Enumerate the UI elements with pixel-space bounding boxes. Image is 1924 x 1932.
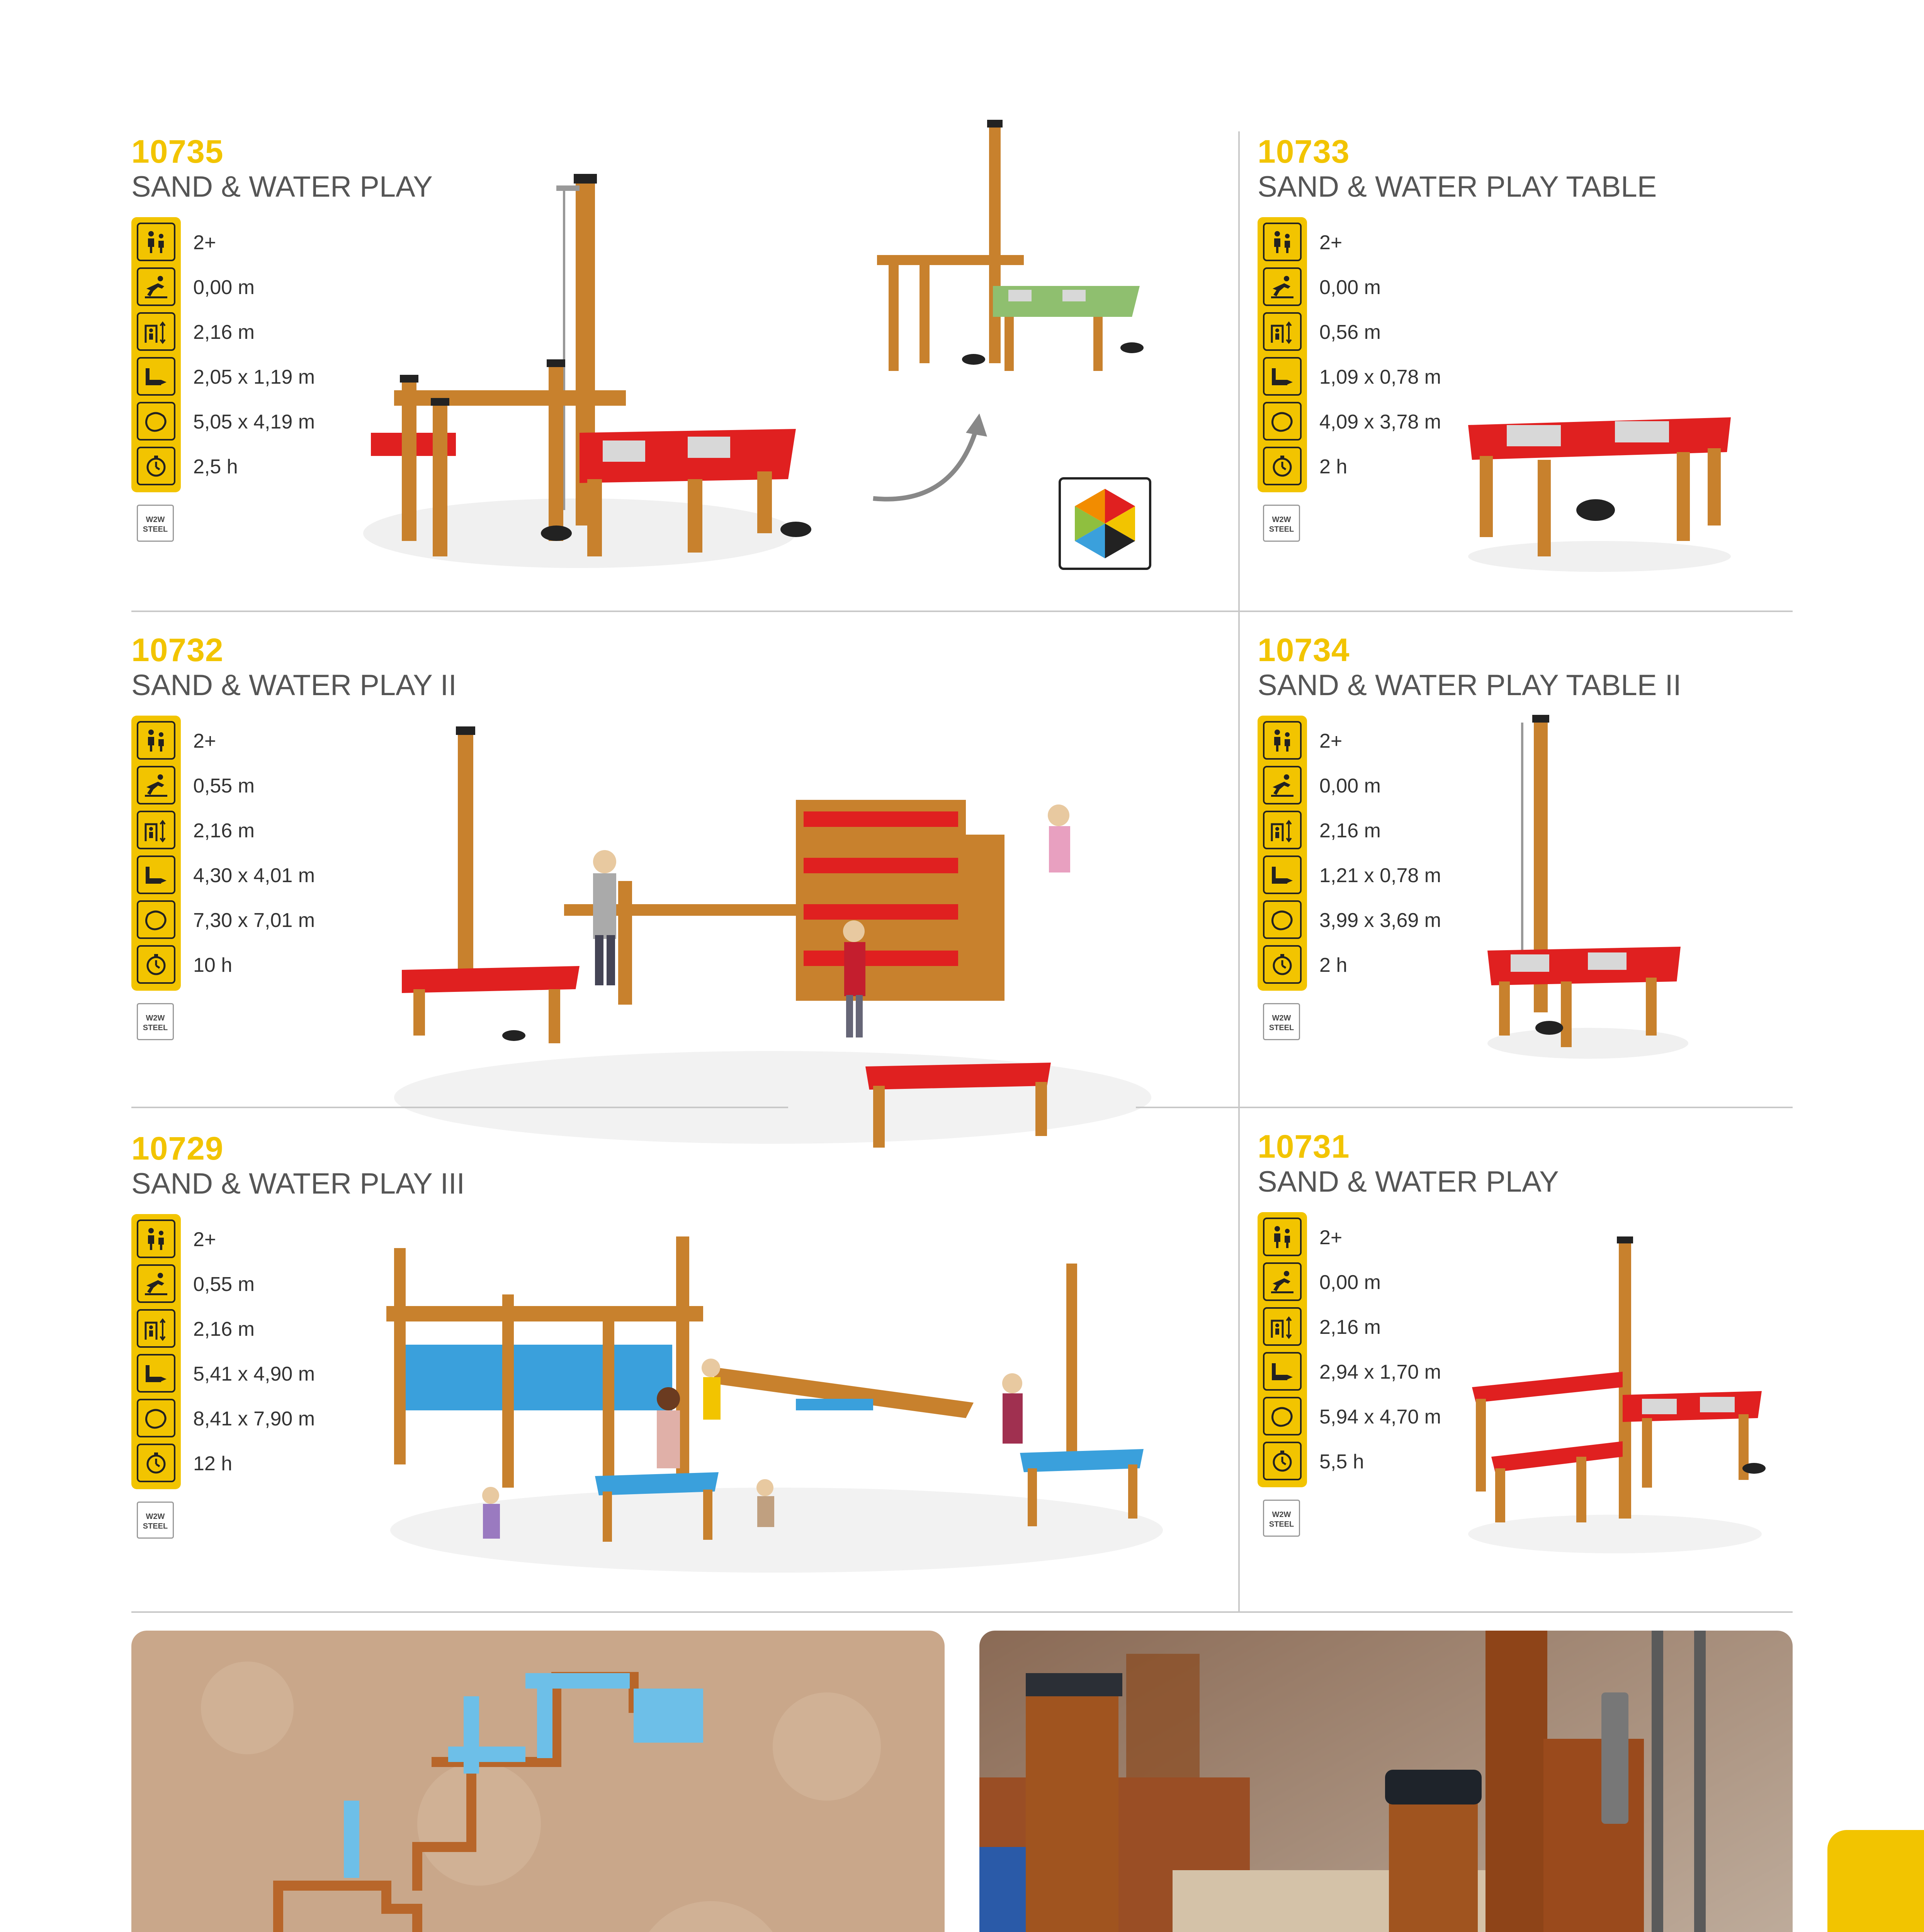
product-10733-image [1460, 394, 1739, 572]
spec-install-time: 12 h [193, 1452, 233, 1475]
install-time-icon [1263, 447, 1302, 485]
dimensions-icon [1263, 357, 1302, 396]
fall-height-icon [1263, 267, 1302, 306]
install-time-icon [137, 945, 175, 984]
dimensions-icon [1263, 1352, 1302, 1391]
safety-zone-icon [1263, 900, 1302, 939]
product-10735-variant-image [862, 116, 1155, 379]
install-time-icon [137, 447, 175, 485]
safety-zone-icon [1263, 1397, 1302, 1435]
product-10729-image [371, 1236, 1182, 1577]
spec-safety-zone: 8,41 x 7,90 m [193, 1408, 315, 1430]
fall-height-icon [137, 766, 175, 804]
spec-install-time: 2 h [1319, 456, 1348, 478]
height-icon [1263, 811, 1302, 849]
spec-age: 2+ [1319, 231, 1343, 254]
height-icon [137, 811, 175, 849]
safety-zone-icon [137, 900, 175, 939]
spec-safety-zone: 5,94 x 4,70 m [1319, 1406, 1441, 1428]
spec-fall-height: 0,55 m [193, 1273, 255, 1296]
dimensions-icon [137, 1354, 175, 1393]
product-name: SAND & WATER PLAY TABLE II [1258, 669, 1681, 702]
product-code: 10729 [131, 1130, 224, 1167]
height-icon [137, 312, 175, 351]
spec-dimensions: 1,09 x 0,78 m [1319, 366, 1441, 388]
product-name: SAND & WATER PLAY [131, 170, 433, 203]
safety-zone-icon [137, 1399, 175, 1437]
spec-install-time: 10 h [193, 954, 233, 976]
spec-height: 2,16 m [193, 1318, 255, 1340]
section-side-tab [1827, 1830, 1924, 1932]
divider [1136, 1107, 1793, 1108]
product-code: 10731 [1258, 1128, 1350, 1165]
spec-safety-zone: 3,99 x 3,69 m [1319, 909, 1441, 932]
spec-install-time: 2,5 h [193, 456, 238, 478]
detail-wood-post-photo [979, 1631, 1793, 1932]
safety-zone-icon [1263, 402, 1302, 440]
spec-age: 2+ [193, 1228, 216, 1251]
height-icon [1263, 1307, 1302, 1346]
spec-dimensions: 4,30 x 4,01 m [193, 864, 315, 887]
spec-dimensions: 5,41 x 4,90 m [193, 1363, 315, 1385]
install-time-icon [1263, 1442, 1302, 1480]
age-icon [137, 223, 175, 261]
spec-fall-height: 0,55 m [193, 775, 255, 797]
divider [131, 611, 1793, 612]
spec-height: 2,16 m [1319, 1316, 1381, 1338]
w2w-steel-badge: W2W STEEL [1263, 1003, 1300, 1040]
product-10731-image [1460, 1233, 1769, 1557]
divider [131, 1611, 1793, 1613]
install-time-icon [1263, 945, 1302, 984]
dimensions-icon [1263, 855, 1302, 894]
spec-fall-height: 0,00 m [1319, 1271, 1381, 1294]
w2w-steel-badge: W2W STEEL [137, 1502, 174, 1539]
spec-safety-zone: 7,30 x 7,01 m [193, 909, 315, 932]
product-code: 10735 [131, 133, 224, 170]
spec-fall-height: 0,00 m [1319, 775, 1381, 797]
spec-height: 2,16 m [193, 321, 255, 344]
w2w-steel-badge: W2W STEEL [137, 1003, 174, 1040]
color-options-icon [1059, 477, 1151, 570]
age-icon [137, 1219, 175, 1258]
spec-fall-height: 0,00 m [193, 276, 255, 299]
height-icon [137, 1309, 175, 1348]
age-icon [1263, 223, 1302, 261]
fall-height-icon [137, 267, 175, 306]
age-icon [1263, 1218, 1302, 1256]
dimensions-icon [137, 855, 175, 894]
age-icon [137, 721, 175, 760]
spec-height: 0,56 m [1319, 321, 1381, 344]
column-divider [1238, 131, 1240, 1611]
spec-install-time: 5,5 h [1319, 1451, 1364, 1473]
spec-dimensions: 1,21 x 0,78 m [1319, 864, 1441, 887]
product-10732-image [386, 719, 1178, 1159]
w2w-steel-badge: W2W STEEL [137, 505, 174, 542]
product-name: SAND & WATER PLAY TABLE [1258, 170, 1657, 203]
safety-zone-icon [137, 402, 175, 440]
variant-arrow-icon [869, 410, 993, 510]
w2w-steel-badge: W2W STEEL [1263, 505, 1300, 542]
spec-height: 2,16 m [193, 820, 255, 842]
height-icon [1263, 312, 1302, 351]
install-time-icon [137, 1444, 175, 1482]
product-name: SAND & WATER PLAY [1258, 1165, 1559, 1198]
product-code: 10732 [131, 632, 224, 668]
aerial-sandbox-photo [131, 1631, 945, 1932]
fall-height-icon [137, 1264, 175, 1303]
product-name: SAND & WATER PLAY II [131, 669, 457, 702]
w2w-steel-badge: W2W STEEL [1263, 1500, 1300, 1537]
spec-age: 2+ [1319, 730, 1343, 752]
spec-age: 2+ [193, 730, 216, 752]
spec-dimensions: 2,05 x 1,19 m [193, 366, 315, 388]
spec-install-time: 2 h [1319, 954, 1348, 976]
divider [131, 1107, 788, 1108]
spec-height: 2,16 m [1319, 820, 1381, 842]
spec-dimensions: 2,94 x 1,70 m [1319, 1361, 1441, 1383]
fall-height-icon [1263, 766, 1302, 804]
spec-safety-zone: 4,09 x 3,78 m [1319, 411, 1441, 433]
age-icon [1263, 721, 1302, 760]
spec-age: 2+ [1319, 1226, 1343, 1249]
spec-fall-height: 0,00 m [1319, 276, 1381, 299]
product-10735-image [348, 162, 831, 580]
product-code: 10734 [1258, 632, 1350, 668]
fall-height-icon [1263, 1262, 1302, 1301]
spec-age: 2+ [193, 231, 216, 254]
product-10734-image [1480, 711, 1696, 1066]
product-name: SAND & WATER PLAY III [131, 1167, 465, 1200]
spec-safety-zone: 5,05 x 4,19 m [193, 411, 315, 433]
dimensions-icon [137, 357, 175, 396]
product-code: 10733 [1258, 133, 1350, 170]
